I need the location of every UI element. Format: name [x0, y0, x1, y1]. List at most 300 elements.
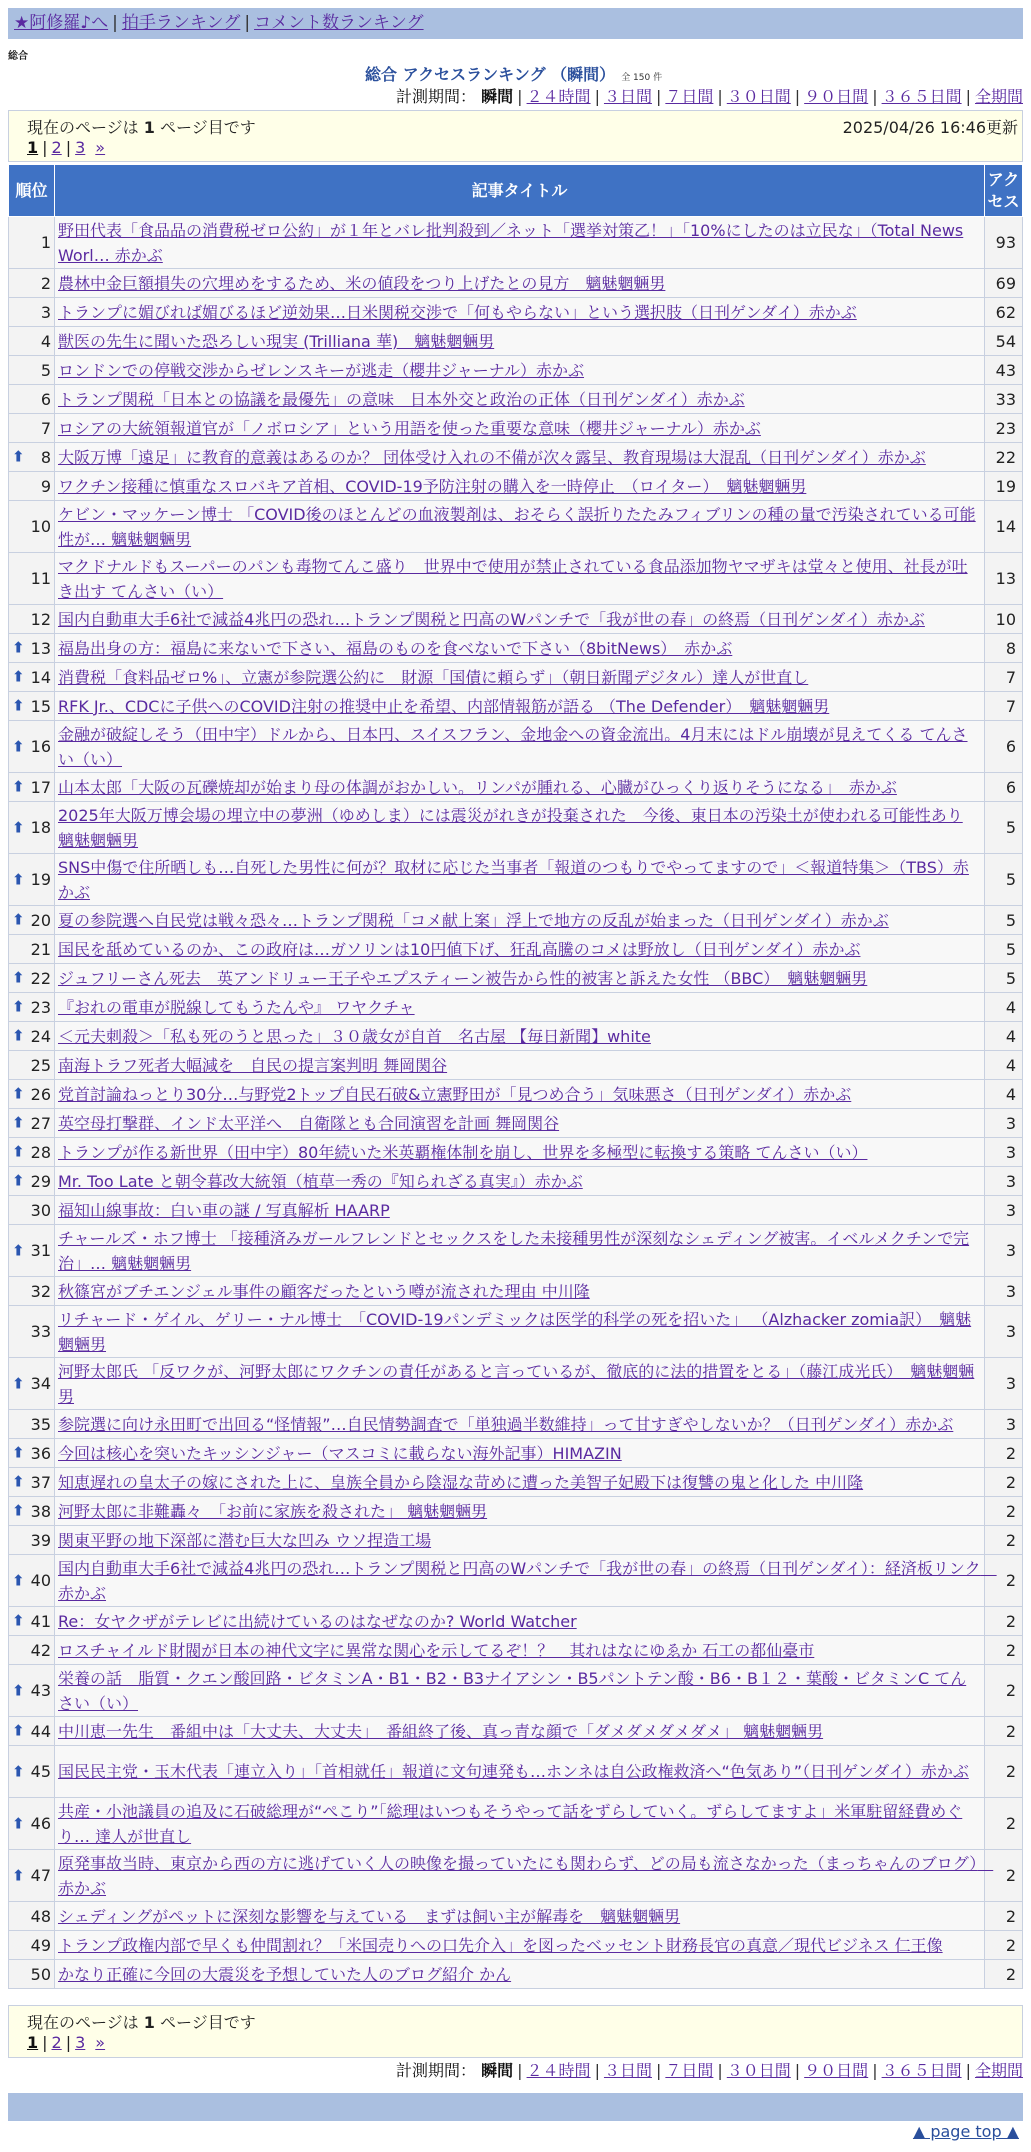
period-option[interactable]: ９０日間: [804, 87, 869, 106]
article-link[interactable]: 夏の参院選へ自民党は戦々恐々…トランプ関税「コメ献上案」浮上で地方の反乱が始まった（日刊ゲンダイ）赤かぶ: [58, 910, 889, 930]
rank-number: 6: [40, 389, 51, 409]
rank-up-arrow-icon: ⬆: [12, 696, 25, 715]
footer-bar: [8, 2093, 1023, 2121]
article-link[interactable]: ワクチン接種に慎重なスロバキア首相、COVID-19予防注射の購入を一時停止 （ロイター） 魑魅魍魎男: [58, 476, 807, 496]
title-cell: [55, 385, 985, 414]
access-count: 33: [985, 385, 1023, 414]
period-option[interactable]: ２４時間: [526, 2061, 591, 2080]
table-row: [9, 385, 1023, 414]
title-cell: [55, 1022, 985, 1051]
title-cell: [55, 298, 985, 327]
article-link[interactable]: 党首討論ねっとり30分…与野党2トップ自民石破&立憲野田が「見つめ合う」気味悪さ（日刊ゲンダイ）赤かぶ: [58, 1084, 852, 1104]
article-link[interactable]: 関東平野の地下深部に潜む巨大な凹み ウソ捏造工場: [58, 1530, 432, 1550]
table-row: [9, 472, 1023, 501]
rank-cell: [9, 1410, 55, 1439]
access-count: 2: [985, 1850, 1023, 1902]
access-count: 2: [985, 1665, 1023, 1717]
rank-up-arrow-icon: ⬆: [12, 447, 25, 466]
article-link[interactable]: ロスチャイルド財閥が日本の神代文字に異常な関心を示してるぞ！？ 其れはなにゆゑか 石工の都仙臺市: [58, 1640, 815, 1660]
pager-page-1: 1: [27, 2033, 39, 2052]
access-count: 2: [985, 1468, 1023, 1497]
period-separator: |: [872, 2061, 878, 2080]
rank-up-arrow-icon: ⬆: [12, 1681, 25, 1699]
title-cell: [55, 1225, 985, 1277]
article-link[interactable]: 河野太郎氏 「反ワクが、河野太郎にワクチンの責任があると言っているが、徹底的に法的措置をとる」（藤江成光氏） 魑魅魍魎男: [58, 1361, 975, 1406]
title-cell: [55, 1196, 985, 1225]
access-count: 2: [985, 1526, 1023, 1555]
period-separator: |: [517, 2061, 523, 2080]
period-selector-top: [396, 87, 1023, 107]
article-link[interactable]: 野田代表「食品品の消費税ゼロ公約」が１年とバレ批判殺到／ネット「選挙対策乙！」「10%にしたのは立民な」（Total News Worl… 赤かぶ: [58, 220, 964, 265]
table-row: [9, 634, 1023, 663]
article-link[interactable]: シェディングがペットに深刻な影響を与えている まずは飼い主が解毒を 魑魅魍魎男: [58, 1906, 681, 1926]
period-option[interactable]: ７日間: [665, 2061, 714, 2080]
period-separator: |: [794, 87, 801, 106]
period-separator: |: [872, 87, 878, 106]
rank-number: 23: [30, 997, 51, 1017]
access-header: アクセス: [985, 165, 1023, 217]
rank-cell: [9, 802, 55, 854]
article-link[interactable]: 国民民主党・玉木代表「連立入り」「首相就任」報道に文句連発も…ホンネは自公政権救済へ“色気あり”（日刊ゲンダイ）赤かぶ: [58, 1762, 969, 1781]
rank-cell: [9, 1526, 55, 1555]
article-link[interactable]: 共産・小池議員の追及に石破総理が“ぺこり”「総理はいつもそうやって話をずらしていく。ずらしてますよ」米軍駐留経費めぐり… 達人が世直し: [58, 1801, 963, 1846]
rank-cell: [9, 906, 55, 935]
ranking-table: [8, 164, 1023, 1989]
article-link[interactable]: 国内自動車大手6社で減益4兆円の恐れ…トランプ関税と円高のWパンチで「我が世の春」の終焉（日刊ゲンダイ）：経済板リンク 赤かぶ: [58, 1558, 997, 1603]
access-count: 19: [985, 472, 1023, 501]
period-separator: |: [717, 2061, 723, 2080]
rank-cell: [9, 1798, 55, 1850]
rank-cell: [9, 1931, 55, 1960]
period-option[interactable]: ３０日間: [726, 87, 791, 106]
article-link[interactable]: 山本太郎「大阪の瓦礫焼却が始まり母の体調がおかしい。リンパが腫れる、心臓がひっくり返りそうになる」 赤かぶ: [58, 777, 897, 797]
article-link[interactable]: 原発事故当時、東京から西の方に逃げていく人の映像を撮っていたにも関わらず、どの局も流さなかった（まっちゃんのブログ） 赤かぶ: [58, 1853, 994, 1898]
access-count: 7: [985, 692, 1023, 721]
table-row: [9, 1167, 1023, 1196]
table-row: [9, 721, 1023, 773]
period-option[interactable]: 全期間: [974, 2061, 1023, 2080]
title-cell: [55, 1526, 985, 1555]
rank-number: 44: [30, 1721, 51, 1741]
table-row: [9, 1109, 1023, 1138]
access-count: 93: [985, 217, 1023, 269]
article-link[interactable]: 獣医の先生に聞いた恐ろしい現実 (Trilliana 華) 魑魅魍魎男: [58, 331, 495, 351]
title-cell: [55, 501, 985, 553]
rank-up-arrow-icon: ⬆: [12, 1866, 25, 1884]
period-separator: |: [965, 2061, 971, 2080]
rank-number: 13: [30, 638, 51, 658]
rank-number: 9: [40, 476, 51, 496]
period-option[interactable]: ９０日間: [804, 2061, 869, 2080]
table-row: [9, 1636, 1023, 1665]
rank-cell: [9, 327, 55, 356]
rank-cell: [9, 964, 55, 993]
title-cell: [55, 1555, 997, 1607]
rank-cell: [9, 1306, 55, 1358]
rank-up-arrow-icon: ⬆: [12, 1171, 25, 1190]
title-cell: [55, 1167, 985, 1196]
rank-number: 42: [30, 1640, 51, 1660]
table-row: [9, 854, 1023, 906]
access-count: 2: [985, 1636, 1023, 1665]
article-link[interactable]: 参院選に向け永田町で出回る“怪情報”…自民情勢調査で「単独過半数維持」って甘すぎやしないか？（日刊ゲンダイ）赤かぶ: [58, 1414, 954, 1434]
pager-page-3[interactable]: 3: [75, 2033, 86, 2052]
rank-cell: [9, 1717, 55, 1746]
period-option[interactable]: ３日間: [603, 2061, 652, 2080]
table-row: [9, 964, 1023, 993]
rank-cell: [9, 1497, 55, 1526]
access-count: 6: [985, 721, 1023, 773]
rank-number: 35: [30, 1414, 51, 1434]
access-count: 5: [985, 906, 1023, 935]
period-option[interactable]: ３０日間: [726, 2061, 791, 2080]
article-link[interactable]: ＜元夫刺殺＞「私も死のうと思った」３０歳女が自首 名古屋 【毎日新聞】white: [58, 1026, 651, 1046]
table-row: [9, 327, 1023, 356]
period-option[interactable]: ７日間: [665, 87, 714, 106]
title-cell: [55, 1051, 985, 1080]
access-count: 4: [985, 1051, 1023, 1080]
rank-number: 25: [30, 1055, 51, 1075]
table-row: [9, 356, 1023, 385]
table-row: [9, 663, 1023, 692]
access-count: 2: [985, 1960, 1023, 1989]
article-link[interactable]: 福知山線事故：白い車の謎 / 写真解析 HAARP: [58, 1200, 390, 1220]
period-separator: |: [794, 2061, 801, 2080]
rank-number: 19: [30, 870, 51, 889]
article-link[interactable]: 消費税「食料品ゼロ%」、立憲が参院選公約に 財源「国債に頼らず」（朝日新聞デジタル）達人が世直し: [58, 667, 809, 687]
table-row: [9, 605, 1023, 634]
page-title-text: 総合 アクセスランキング （瞬間）: [365, 65, 616, 84]
table-row: [9, 1555, 1023, 1607]
pager-next[interactable]: »: [95, 138, 106, 157]
article-link[interactable]: 中川恵一先生 番組中は「大丈夫、大丈夫」 番組終了後、真っ青な顔で「ダメダメダメダメ」 魑魅魍魎男: [58, 1721, 824, 1741]
access-count: 3: [985, 1410, 1023, 1439]
rank-up-arrow-icon: ⬆: [12, 1762, 25, 1780]
table-row: [9, 1746, 1023, 1798]
rank-number: 28: [30, 1142, 51, 1162]
title-cell: [55, 414, 985, 443]
rank-cell: [9, 663, 55, 692]
rank-up-arrow-icon: ⬆: [12, 777, 25, 796]
article-link[interactable]: ケビン・マッケーン博士 「COVID後のほとんどの血液製剤は、おそらく誤折りたたみフィブリンの種の量で汚染されている可能性が… 魑魅魍魎男: [58, 504, 976, 549]
access-count: 4: [985, 1080, 1023, 1109]
title-cell: [55, 605, 985, 634]
rank-cell: [9, 692, 55, 721]
access-count: 2: [985, 1746, 1023, 1798]
rank-cell: [9, 1167, 55, 1196]
rank-number: 50: [30, 1964, 51, 1984]
access-count: 2: [985, 1555, 1023, 1607]
title-cell: [55, 1277, 985, 1306]
rank-cell: [9, 1746, 55, 1798]
rank-up-arrow-icon: ⬆: [12, 1472, 25, 1491]
table-row: [9, 773, 1023, 802]
rank-number: 24: [30, 1026, 51, 1046]
article-link[interactable]: 農林中金巨額損失の穴埋めをするため、米の値段をつり上げたとの見方 魑魅魍魎男: [58, 273, 666, 293]
pager-page-1: 1: [27, 138, 39, 157]
table-row: [9, 1022, 1023, 1051]
table-row: [9, 553, 1023, 605]
rank-cell: [9, 501, 55, 553]
period-option[interactable]: ３６５日間: [881, 2061, 962, 2080]
rank-number: 1: [40, 233, 51, 252]
rank-number: 46: [30, 1814, 51, 1833]
nav-separator: |: [112, 13, 118, 33]
rank-number: 32: [30, 1281, 51, 1301]
article-link[interactable]: 南海トラフ死者大幅減を 自民の提言案判明 舞岡関谷: [58, 1055, 448, 1075]
rank-cell: [9, 1051, 55, 1080]
rank-cell: [9, 385, 55, 414]
rank-number: 14: [30, 667, 51, 687]
article-link[interactable]: 秋篠宮がブチエンジェル事件の顧客だったという噂が流された理由 中川隆: [58, 1281, 590, 1301]
rank-up-arrow-icon: ⬆: [12, 1443, 25, 1462]
access-count: 23: [985, 414, 1023, 443]
table-row: [9, 1607, 1023, 1636]
pager-page-2[interactable]: 2: [51, 138, 62, 157]
title-cell: [55, 553, 985, 605]
access-count: 2: [985, 1902, 1023, 1931]
title-cell: [55, 1798, 985, 1850]
table-row: [9, 1306, 1023, 1358]
title-cell: [55, 1358, 985, 1410]
article-link[interactable]: 英空母打撃群、インド太平洋へ 自衛隊とも合同演習を計画 舞岡関谷: [58, 1113, 560, 1133]
rank-cell: [9, 721, 55, 773]
article-link[interactable]: ジュフリーさん死去 英アンドリュー王子やエプスティーン被告から性的被害と訴えた女性 （BBC） 魑魅魍魎男: [58, 968, 868, 988]
article-link[interactable]: RFK Jr.、CDCに子供へのCOVID注射の推奨中止を希望、内部情報筋が語る （The Defender） 魑魅魍魎男: [58, 696, 830, 716]
article-link[interactable]: 2025年大阪万博会場の埋立中の夢洲（ゆめしま）には震災がれきが投棄された 今後、東日本の汚染土が使われる可能性あり 魑魅魍魎男: [58, 805, 963, 850]
table-row: [9, 993, 1023, 1022]
rank-cell: [9, 993, 55, 1022]
access-count: 3: [985, 1225, 1023, 1277]
article-link[interactable]: 大阪万博「遠足」に教育的意義はあるのか？ 団体受け入れの不備が次々露呈、教育現場は大混乱（日刊ゲンダイ）赤かぶ: [58, 447, 926, 467]
article-link[interactable]: 今回は核心を突いたキッシンジャー（マスコミに載らない海外記事）HIMAZIN: [58, 1443, 622, 1463]
rank-cell: [9, 1196, 55, 1225]
title-cell: [55, 663, 985, 692]
pager-page-2[interactable]: 2: [51, 2033, 62, 2052]
article-link[interactable]: 河野太郎に非難轟々 「お前に家族を殺された」 魑魅魍魎男: [58, 1501, 488, 1521]
pager-next[interactable]: »: [95, 2033, 106, 2052]
rank-up-arrow-icon: ⬆: [12, 870, 25, 888]
period-option[interactable]: ３６５日間: [881, 87, 962, 106]
article-link[interactable]: 国民を舐めているのか、この政府は…ガソリンは10円値下げ、狂乱高騰のコメは野放し（日刊ゲンダイ）赤かぶ: [58, 939, 861, 959]
table-row: [9, 1798, 1023, 1850]
rank-up-arrow-icon: ⬆: [12, 1026, 25, 1045]
period-label: 計測期間：: [396, 87, 477, 106]
access-count: 6: [985, 773, 1023, 802]
comment-ranking-link[interactable]: コメント数ランキング: [254, 13, 424, 33]
article-link[interactable]: チャールズ・ホフ博士 「接種済みガールフレンドとセックスをした未接種男性が深刻なシェディング被害。イベルメクチンで完治」… 魑魅魍魎男: [58, 1228, 970, 1273]
table-row: [9, 1439, 1023, 1468]
rank-number: 34: [30, 1374, 51, 1393]
rank-number: 7: [40, 418, 51, 438]
rank-cell: [9, 1902, 55, 1931]
period-separator: |: [594, 87, 600, 106]
access-count: 4: [985, 1022, 1023, 1051]
article-link[interactable]: かなり正確に今回の大震災を予想していた人のブログ紹介 かん: [58, 1964, 512, 1984]
period-selector-bottom: [396, 2061, 1023, 2081]
article-link[interactable]: トランプが作る新世界（田中宇）80年続いた米英覇権体制を崩し、世界を多極型に転換する策略 てんさい（い）: [58, 1142, 868, 1162]
rank-up-arrow-icon: ⬆: [12, 1571, 25, 1589]
table-row: [9, 1931, 1023, 1960]
rank-cell: [9, 1607, 55, 1636]
article-link[interactable]: ロンドンでの停戦交渉からゼレンスキーが逃走（櫻井ジャーナル）赤かぶ: [58, 360, 585, 380]
period-option[interactable]: ２４時間: [526, 87, 591, 106]
title-cell: [55, 1109, 985, 1138]
table-row: [9, 501, 1023, 553]
article-link[interactable]: Re：女ヤクザがテレビに出続けているのはなぜなのか? World Watcher: [58, 1611, 577, 1631]
rank-number: 41: [30, 1611, 51, 1631]
title-cell: [55, 964, 985, 993]
article-link[interactable]: 福島出身の方：福島に来ないで下さい、福島のものを食べないで下さい（8bitNews） 赤かぶ: [58, 638, 733, 658]
access-count: 54: [985, 327, 1023, 356]
title-cell: [55, 1607, 985, 1636]
title-cell: [55, 854, 985, 906]
period-separator: |: [655, 87, 662, 106]
title-cell: [55, 906, 985, 935]
rank-number: 18: [30, 818, 51, 837]
title-cell: [55, 1497, 985, 1526]
category-label: 総合: [8, 51, 28, 62]
rank-cell: [9, 634, 55, 663]
access-count: 7: [985, 663, 1023, 692]
table-row: [9, 1196, 1023, 1225]
rank-up-arrow-icon: ⬆: [12, 910, 25, 929]
title-cell: [55, 1665, 985, 1717]
rank-up-arrow-icon: ⬆: [12, 818, 25, 836]
access-count: 13: [985, 553, 1023, 605]
pager-separator: |: [42, 138, 48, 157]
access-count: 22: [985, 443, 1023, 472]
applause-ranking-link[interactable]: 拍手ランキング: [121, 13, 241, 33]
access-count: 2: [985, 1931, 1023, 1960]
rank-number: 4: [40, 331, 51, 351]
access-count: 3: [985, 1138, 1023, 1167]
rank-number: 22: [30, 968, 51, 988]
table-row: [9, 1051, 1023, 1080]
nav-separator: |: [244, 13, 251, 33]
top-nav-bar: [8, 8, 1023, 39]
home-link[interactable]: ★阿修羅♪へ: [14, 13, 109, 33]
rank-up-arrow-icon: ⬆: [12, 1084, 25, 1103]
table-row: [9, 1665, 1023, 1717]
rank-number: 3: [40, 302, 51, 322]
rank-number: 40: [30, 1571, 51, 1590]
article-link[interactable]: 『おれの電車が脱線してもうたんや』 ワヤクチャ: [58, 997, 415, 1017]
access-count: 2: [985, 1717, 1023, 1746]
access-count: 62: [985, 298, 1023, 327]
rank-up-arrow-icon: ⬆: [12, 997, 25, 1016]
title-cell: [55, 269, 985, 298]
current-page-text: 現在のページは 1 ページ目です: [27, 118, 256, 137]
rank-up-arrow-icon: ⬆: [12, 737, 25, 755]
rank-number: 12: [30, 609, 51, 629]
pager-separator: |: [42, 2033, 48, 2052]
table-row: [9, 1080, 1023, 1109]
pager-separator: |: [65, 138, 72, 157]
article-link[interactable]: ロシアの大統領報道官が「ノボロシア」という用語を使った重要な意味（櫻井ジャーナル）赤かぶ: [58, 418, 761, 438]
title-cell: [55, 1439, 985, 1468]
period-option[interactable]: ３日間: [603, 87, 652, 106]
page-info-bottom: [8, 2005, 1023, 2058]
table-row: [9, 1225, 1023, 1277]
rank-cell: [9, 1225, 55, 1277]
rank-cell: [9, 773, 55, 802]
rank-cell: [9, 1850, 55, 1902]
period-separator: |: [717, 87, 723, 106]
rank-number: 31: [30, 1241, 51, 1260]
table-row: [9, 1358, 1023, 1410]
pager-page-3[interactable]: 3: [75, 138, 86, 157]
article-link[interactable]: トランプ関税「日本との協議を最優先」の意味 日本外交と政治の正体（日刊ゲンダイ）赤かぶ: [58, 389, 745, 409]
access-count: 2: [985, 1497, 1023, 1526]
table-row: [9, 1277, 1023, 1306]
page-info-top: [8, 110, 1023, 162]
article-link[interactable]: リチャード・ゲイル、ゲリー・ナル博士 「COVID-19パンデミックは医学的科学の死を招いた」 （Alzhacker zomia訳） 魑魅魍魎男: [58, 1309, 972, 1354]
period-option[interactable]: 全期間: [974, 87, 1023, 106]
rank-number: 30: [30, 1200, 51, 1220]
table-row: [9, 802, 1023, 854]
rank-number: 2: [40, 273, 51, 293]
rank-number: 11: [30, 569, 51, 588]
rank-up-arrow-icon: ⬆: [12, 968, 25, 987]
title-cell: [55, 1717, 985, 1746]
rank-up-arrow-icon: ⬆: [12, 638, 25, 657]
title-cell: [55, 935, 985, 964]
pagination-top: [27, 138, 105, 157]
rank-up-arrow-icon: ⬆: [12, 1814, 25, 1832]
table-row: [9, 1526, 1023, 1555]
title-cell: [55, 1850, 994, 1902]
page-top-link[interactable]: ▲ page top ▲: [912, 2122, 1019, 2141]
article-link[interactable]: 国内自動車大手6社で減益4兆円の恐れ…トランプ関税と円高のWパンチで「我が世の春」の終焉（日刊ゲンダイ）赤かぶ: [58, 609, 925, 629]
rank-cell: [9, 854, 55, 906]
access-count: 8: [985, 634, 1023, 663]
article-link[interactable]: SNS中傷で住所晒しも…自死した男性に何が？取材に応じた当事者「報道のつもりでやってますので」＜報道特集＞（TBS）赤かぶ: [58, 857, 969, 902]
article-link[interactable]: 金融が破綻しそう（田中宇）ドルから、日本円、スイスフラン、金地金への資金流出。4月末にはドル崩壊が見えてくる てんさい（い）: [58, 724, 968, 769]
article-link[interactable]: トランプ政権内部で早くも仲間割れ？「米国売りへの口先介入」を図ったベッセント財務長官の真意／現代ビジネス 仁王像: [58, 1935, 943, 1955]
access-count: 3: [985, 1306, 1023, 1358]
rank-cell: [9, 472, 55, 501]
rank-cell: [9, 1080, 55, 1109]
access-count: 5: [985, 802, 1023, 854]
rank-number: 17: [30, 777, 51, 797]
rank-number: 48: [30, 1906, 51, 1926]
rank-cell: [9, 1138, 55, 1167]
table-row: [9, 269, 1023, 298]
rank-cell: [9, 217, 55, 269]
article-link[interactable]: Mr. Too Late と朝令暮改大統領（植草一秀の『知られざる真実』）赤かぶ: [58, 1171, 583, 1191]
article-link[interactable]: トランプに媚びれば媚びるほど逆効果…日米関税交渉で「何もやらない」という選択肢（日刊ゲンダイ）赤かぶ: [58, 302, 857, 322]
current-page-text: 現在のページは 1 ページ目です: [27, 2013, 256, 2032]
pagination-bottom: [27, 2033, 105, 2052]
period-label: 計測期間：: [396, 2061, 477, 2080]
total-count: 全 150 件: [621, 73, 663, 83]
rank-number: 15: [30, 696, 51, 716]
table-row: [9, 1410, 1023, 1439]
title-cell: [55, 1306, 985, 1358]
rank-number: 37: [30, 1472, 51, 1492]
rank-number: 33: [30, 1322, 51, 1341]
rank-cell: [9, 414, 55, 443]
title-cell: [55, 1746, 985, 1798]
article-link[interactable]: 栄養の話 脂質・クエン酸回路・ビタミンA・B1・B2・B3ナイアシン・B5パントテン酸・B6・B１２・葉酸・ビタミンC てんさい（い）: [58, 1668, 967, 1713]
article-link[interactable]: 知恵遅れの皇太子の嫁にされた上に、皇族全員から陰湿な苛めに遭った美智子妃殿下は復讐の鬼と化した 中川隆: [58, 1472, 864, 1492]
title-cell: [55, 443, 985, 472]
article-link[interactable]: マクドナルドもスーパーのパンも毒物てんこ盛り 世界中で使用が禁止されている食品添加物ヤマザキは堂々と使用、社長が吐き出す てんさい（い）: [58, 556, 968, 601]
table-row: [9, 1468, 1023, 1497]
rank-header: 順位: [9, 165, 55, 217]
rank-up-arrow-icon: ⬆: [12, 1142, 25, 1161]
